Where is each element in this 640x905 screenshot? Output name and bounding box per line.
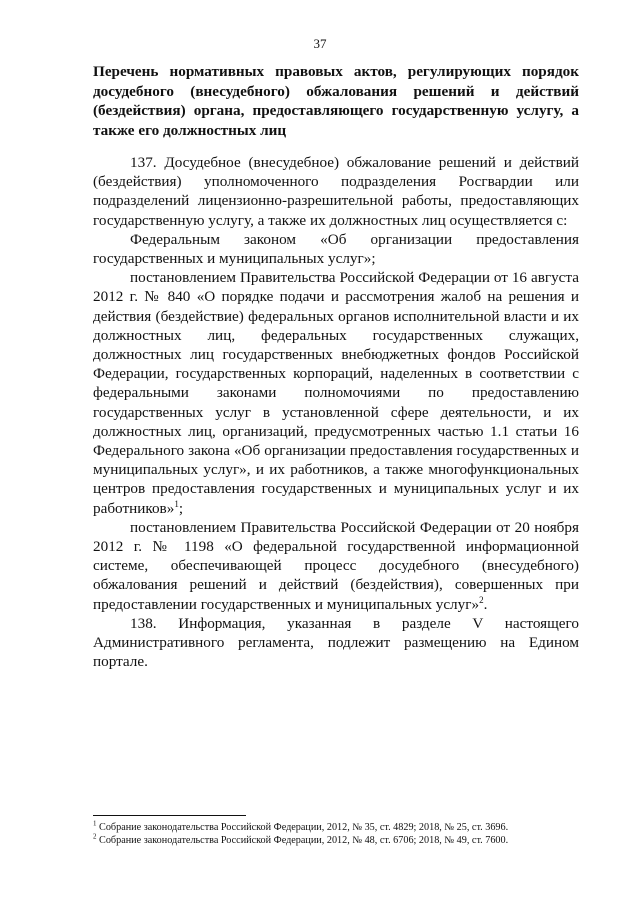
footnote-mark: 2	[93, 832, 97, 841]
footnote-ref-2: 2	[479, 594, 484, 605]
paragraph-text: 137. Досудебное (внесудебное) обжалование решений и действий (бездействия) уполномоченного подразделения Росгвардии или подразделений лицензионно-разрешительной работы, предоставляющих государственную услугу, а также их должностных лиц осуществляется с:	[93, 154, 579, 229]
paragraph-138	[93, 614, 579, 672]
footnote-text: Собрание законодательства Российской Федерации, 2012, № 48, ст. 6706; 2018, № 49, ст. 7600.	[96, 835, 509, 846]
paragraph-tail: ;	[178, 499, 184, 517]
footnote-ref-1: 1	[174, 498, 179, 509]
page-number: 37	[313, 36, 327, 51]
paragraph-text: 138. Информация, указанная в разделе V настоящего Административного регламента, подлежит размещению на Едином портале.	[93, 614, 579, 671]
footnote-text: Собрание законодательства Российской Федерации, 2012, № 35, ст. 4829; 2018, № 25, ст. 3696.	[96, 822, 509, 833]
paragraph-decree-840	[93, 268, 579, 518]
footnote-2	[93, 834, 579, 847]
paragraph-federal-law	[93, 230, 579, 268]
footnotes	[93, 821, 579, 847]
paragraph-137	[93, 153, 579, 230]
footnote-1	[93, 821, 579, 834]
paragraph-text: Федеральным законом «Об организации предоставления государственных и муниципальных услуг»;	[93, 230, 579, 268]
paragraph-text: постановлением Правительства Российской Федерации от 20 ноября 2012 г. № 1198 «О федеральной государственной информационной системе, обеспечивающей процесс досудебного (внесудебного) обжалования решений и действий (бездействия), совершенных при предоставлении государственных и муниципальных услуг»	[93, 518, 579, 613]
paragraph-text: постановлением Правительства Российской Федерации от 16 августа 2012 г. № 840 «О порядке подачи и рассмотрения жалоб на решения и действия (бездействие) федеральных органов исполнительной власти и их должностных лиц, федеральных государственных служащих, должностных лиц государственных внебюджетных фондов Российской Федерации, государственных корпораций, наделенных в соответствии с федеральными законами полномочиями по предоставлению государственных услуг в установленной сфере деятельности, и их должностных лиц, организаций, предусмотренных частью 1.1 статьи 16 Федерального закона «Об организации предоставления государственных и муниципальных услуг», и их работников, а также многофункциональных центров предоставления государственных и муниципальных услуг и их работников»	[93, 269, 579, 517]
section-heading: Перечень нормативных правовых актов, регулирующих порядок досудебного (внесудебного) обжалования решений и действий (бездействия) органа, предоставляющего государственную услугу, а также его должностных лиц	[93, 63, 579, 139]
paragraph-decree-1198	[93, 518, 579, 614]
footnote-divider	[93, 815, 246, 816]
document-body	[93, 153, 579, 671]
paragraph-tail: .	[483, 595, 488, 613]
footnote-mark: 1	[93, 819, 97, 828]
